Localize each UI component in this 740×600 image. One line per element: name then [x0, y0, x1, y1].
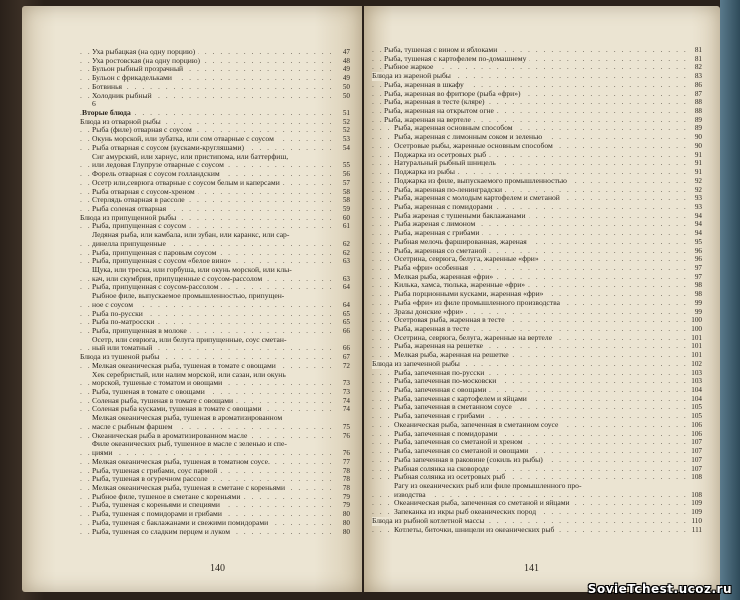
toc-entry-title: Осетрина, севрюга, белуга, жаренные на вертеле	[394, 334, 555, 343]
toc-entry-page: 50	[342, 91, 350, 100]
toc-entry-page: 109	[691, 508, 702, 517]
toc-entry-page: 79	[342, 492, 350, 501]
toc-entry-title: Осетр или,севрюга отварные с соусом белым и каперсами	[92, 179, 283, 188]
toc-entry-page: 78	[342, 483, 350, 492]
toc-entry-title: Блюда из запеченной рыбы	[372, 360, 463, 369]
toc-entry-page: 61	[342, 222, 350, 231]
toc-entry-title: Килька, хамса, тюлька, жаренные «фри»	[394, 281, 528, 290]
toc-entry-title: Рыба, жаренная основным способом	[394, 124, 516, 133]
toc-entry-page: 67	[342, 353, 350, 362]
toc-entry-title: Поджарка из осетровых рыб	[394, 151, 489, 160]
toc-entry-title: Бульон с фрикадельками	[92, 74, 175, 83]
toc-entry-page: 63	[342, 274, 350, 283]
toc-entry-page: 50	[342, 82, 350, 91]
toc-entry-title: Котлеты, биточки, шницели из океанических рыб	[394, 526, 557, 535]
toc-entry-title: Холодник рыбный	[92, 92, 155, 101]
toc-entry-page: 66	[342, 344, 350, 353]
toc-entry-page: 83	[694, 72, 702, 81]
toc-entry-title: Хек серебристый, или налим морской, или сазан, или окунь	[92, 371, 289, 380]
toc-entry-page: 63	[342, 257, 350, 266]
toc-entry-title: Окунь морской, или зубатка, или сом отварные с соусом	[92, 135, 277, 144]
toc-entry-page: 47	[342, 48, 350, 56]
toc-entry-title: Рыба (филе) отварная с соусом	[92, 126, 195, 135]
toc-entry-title: Рыба запеченная в раковине (сокиль из рыбы)	[394, 456, 546, 465]
right-page-number: 141	[524, 563, 539, 574]
toc-entry-title: Рыба, припущенная в молоке	[92, 327, 190, 336]
toc-entry-page: 49	[342, 65, 350, 74]
toc-entry-title: Рыба, тушеная со сладким перцем и луком	[92, 528, 233, 537]
toc-entry-page: 62	[342, 248, 350, 257]
left-page-number: 140	[210, 563, 225, 574]
toc-entry-page: 58	[342, 196, 350, 205]
toc-entry-page: 60	[342, 213, 350, 222]
toc-entry-page: 91	[694, 159, 702, 168]
toc-entry-page: 93	[694, 202, 702, 211]
toc-entry-page: 54	[342, 143, 350, 152]
toc-entry-page: 55	[342, 161, 350, 170]
toc-entry-page: 88	[694, 98, 702, 107]
toc-entry-page: 79	[342, 501, 350, 510]
toc-entry-title: Рыба, тушеная с грибами, соус пармой	[92, 467, 220, 476]
toc-entry-title: Мелкая рыба, жаренная на решетке	[394, 351, 512, 360]
toc-entry-page: 107	[691, 464, 702, 473]
toc-entry-title: Рыба, запеченная по-русски	[394, 369, 487, 378]
toc-entry-title: Ботвинья	[92, 83, 125, 92]
toc-entry-title: Рагу из океанических рыб или филе промышленного про-	[394, 482, 585, 491]
right-toc-list	[372, 46, 702, 534]
toc-entry-title: Мелкая океаническая рыба, тушеная в ароматизированном	[92, 414, 285, 423]
toc-entry-page: 72	[342, 361, 350, 370]
toc-entry-page: 107	[691, 455, 702, 464]
toc-entry-title: Рыба, жаренная на вертеле	[384, 116, 474, 125]
toc-entry-title: Запеканка из икры рыб океанических пород	[394, 508, 539, 517]
toc-entry-page: 111	[691, 525, 702, 534]
toc-entry-page: 73	[342, 379, 350, 388]
toc-entry-page: 51	[342, 109, 350, 118]
left-toc-list	[80, 48, 350, 536]
toc-entry-page: 104	[691, 394, 702, 403]
toc-entry-page: 64	[342, 300, 350, 309]
toc-entry-title: Рыба, жаренная на открытом огне	[384, 107, 497, 116]
toc-entry-title: Осетрина, севрюга, белуга, жаренные «фри»	[394, 255, 542, 264]
toc-entry-title: Рыба, запеченная с грибами	[394, 412, 487, 421]
toc-entry	[80, 440, 350, 449]
toc-entry-page: 106	[691, 420, 702, 429]
toc-entry-title: Рыба, запеченная с помидорами	[394, 430, 501, 439]
toc-entry	[80, 92, 350, 101]
toc-entry-page: 100	[691, 325, 702, 333]
toc-entry-page: 88	[694, 107, 702, 116]
toc-entry-title: Рыбное филе, выпускаемое промышленностью, припущен-	[92, 292, 287, 301]
toc-entry-title: Осетр, или севрюга, или белуга припущенные, соус сметан-	[92, 336, 290, 345]
toc-entry-title: Натуральный рыбный шницель	[394, 159, 499, 168]
toc-entry-title: Блюда из жареной рыбы	[372, 72, 454, 81]
left-page	[22, 6, 362, 592]
toc-entry-page: 96	[694, 246, 702, 255]
toc-entry-page: 81	[694, 54, 702, 63]
toc-entry-title: Мелкая океаническая рыба, тушеная в томатном соусе.	[92, 458, 273, 467]
toc-entry-page: 103	[691, 377, 702, 386]
toc-entry-title: Поджарка из филе, выпускаемого промышленностью	[394, 177, 570, 186]
toc-entry-title: Рыба, припущенная с соусом «белое вино»	[92, 257, 234, 266]
toc-entry-title: Рыба, жаренная во фритюре (рыба «фри»)	[384, 90, 524, 99]
toc-entry-page: 66	[342, 327, 350, 335]
toc-entry-page: 107	[691, 447, 702, 456]
toc-entry-title: Рыба жареная с тушеными баклажанами	[394, 212, 529, 221]
toc-entry-title: Мелкая океаническая рыба, тушеная в томате с овощами	[92, 362, 279, 371]
toc-entry-page: 104	[691, 386, 702, 395]
toc-entry-page: 76	[342, 431, 350, 440]
toc-entry-page: 105	[691, 412, 702, 421]
toc-entry-page: 110	[691, 516, 702, 525]
toc-entry-title: Ледяная рыба, или камбала, или зубан, или каранкс, или сар-	[92, 231, 292, 240]
toc-entry-page: 96	[694, 255, 702, 264]
toc-entry-title: Рыба, запеченная в сметанном соусе	[394, 403, 515, 412]
toc-entry-page: 98	[694, 290, 702, 299]
toc-entry-page: 58	[342, 187, 350, 196]
toc-entry-title: изводства	[394, 491, 429, 500]
toc-entry-page: 109	[691, 499, 702, 508]
toc-entry-page: 91	[694, 150, 702, 159]
toc-entry-title: Рыбная мелочь фаршированная, жареная	[394, 238, 530, 247]
toc-entry-title: Рыба, запеченная со сметаной и овощами	[394, 447, 531, 456]
toc-entry-page: 99	[694, 298, 702, 307]
toc-entry-page: 94	[694, 229, 702, 238]
book-cover-edge	[720, 0, 740, 600]
toc-entry-title: Рыба, жаренная по-ленинградски	[394, 186, 505, 195]
toc-entry-title: Рыба отварная с соусом-хреном	[92, 188, 198, 197]
toc-entry-title: Рыба по-русски	[92, 310, 146, 319]
toc-entry-title: морской, тушеные с томатом и овощами	[92, 379, 225, 388]
toc-entry-page: 65	[342, 318, 350, 327]
toc-entry-page: 59	[342, 204, 350, 213]
toc-entry-page: 97	[694, 263, 702, 272]
toc-entry-page: 103	[691, 368, 702, 377]
toc-entry-title: Филе океанических рыб, тушенное в масле с зеленью и спе-	[92, 440, 290, 449]
toc-entry-page: 77	[342, 457, 350, 466]
toc-entry-page: 49	[342, 74, 350, 83]
toc-entry-title: Рыба, тушеная с помидорами и грибами	[92, 510, 225, 519]
toc-entry-title: Рыба, припущенная с паровым соусом	[92, 249, 219, 258]
toc-entry-page: 74	[342, 396, 350, 405]
toc-entry	[80, 528, 350, 537]
toc-entry-page: 99	[694, 307, 702, 316]
toc-entry-title: Рыба, запеченная с овощами	[394, 386, 489, 395]
toc-entry-page: 73	[342, 388, 350, 397]
toc-entry-page: 101	[691, 342, 702, 351]
toc-entry-title: Уха рыбацкая (на одну порцию)	[92, 48, 198, 57]
toc-entry-title: Рыба, жаренная с молодым картофелем и сметаной	[394, 194, 563, 203]
toc-entry-page: 100	[691, 316, 702, 325]
toc-entry-page: 75	[342, 422, 350, 431]
right-page	[364, 6, 720, 592]
toc-entry-title: Рыба, запеченная с картофелем и яйцами	[394, 395, 530, 404]
toc-entry-page: 48	[342, 56, 350, 65]
toc-entry-page: 93	[694, 194, 702, 203]
toc-entry-title: Соленая рыба, тушеная в томате с овощами	[92, 397, 236, 406]
toc-entry-page: 107	[691, 438, 702, 447]
toc-entry-title: Океаническая рыба, запеченная со сметаной и яйцами	[394, 499, 573, 508]
toc-entry-title: Рыба, жаренная в тесте	[394, 325, 472, 334]
toc-entry-title: Вторые блюда	[82, 109, 134, 118]
toc-entry-page: 94	[694, 211, 702, 220]
toc-entry-title: Рыба, тушеная с картофелем по-домашнему	[384, 55, 529, 64]
toc-entry-title: Рыба, жаренная на решетке	[394, 342, 486, 351]
toc-entry-page: 74	[342, 405, 350, 414]
toc-entry-page: 52	[342, 126, 350, 135]
toc-entry-page: 90	[694, 141, 702, 150]
toc-entry-title: Поджарка из рыбы	[394, 168, 458, 177]
toc-entry-page: 62	[342, 239, 350, 248]
watermark: SovieTchest.ucoz.ru	[587, 582, 732, 596]
toc-entry-title: Рыба, тушеная с вином и яблоками	[384, 46, 500, 55]
toc-entry-title: Океаническая рыба в ароматизированном масле	[92, 432, 250, 441]
toc-entry-title: Рыба, жаренная со сметаной	[394, 247, 489, 256]
toc-entry-title: Осетровая рыба, жаренная в тесте	[394, 316, 508, 325]
toc-entry-title: циями	[92, 449, 116, 458]
toc-entry-page: 89	[694, 115, 702, 124]
toc-entry-title: Бульон рыбный прозрачный	[92, 65, 186, 74]
toc-entry-page: 80	[342, 510, 350, 519]
toc-entry-title: динелла припущенные	[92, 240, 169, 249]
toc-entry-page: 95	[694, 237, 702, 246]
toc-entry-page: 102	[691, 359, 702, 368]
toc-entry-page: 56	[342, 170, 350, 179]
toc-entry-page: 89	[694, 124, 702, 133]
toc-entry-page: 101	[691, 351, 702, 360]
toc-entry-page: 108	[691, 490, 702, 499]
toc-entry-title: Рыба, припущенная с соусом-рассолом	[92, 283, 221, 292]
toc-entry-title: Рыба соленая отварная	[92, 205, 169, 214]
toc-entry-page: 57	[342, 178, 350, 187]
toc-entry-title: Соленая рыба кусками, тушеная в томате с овощами	[92, 405, 265, 414]
toc-entry-page: 98	[694, 281, 702, 290]
toc-entry-page: 78	[342, 466, 350, 475]
toc-entry-title: Рыба, жаренная в тесте (кляре)	[384, 98, 488, 107]
toc-entry-page: 108	[691, 473, 702, 482]
toc-entry-title: Океаническая рыба, запеченная в сметанном соусе	[394, 421, 561, 430]
toc-entry	[372, 526, 702, 535]
toc-entry-title: Рыбная солянка на сковороде	[394, 465, 492, 474]
toc-entry-title: Мелкая океаническая рыба, тушеная в сметане с кореньями	[92, 484, 288, 493]
toc-entry-title: Рыба, тушеная в томате с овощами	[92, 388, 208, 397]
toc-entry-title: Сиг амурский, или харнус, или пристипома, или баттерфиш,	[92, 153, 291, 162]
toc-entry-title: Зразы донские «фри»	[394, 308, 466, 317]
toc-entry-page: 76	[342, 449, 350, 458]
toc-entry-page: 92	[694, 176, 702, 185]
toc-entry-page: 90	[694, 133, 702, 142]
toc-entry-page: 101	[691, 333, 702, 342]
toc-entry-title: масле с рыбным фаршем	[92, 423, 176, 432]
toc-entry-title: Рыба порционными кусками, жаренная «фри»	[394, 290, 546, 299]
toc-entry-page: 64	[342, 283, 350, 292]
toc-entry-title: Рыбное жаркое	[384, 63, 436, 72]
toc-entry-title: Рыба, жаренная с грибами	[394, 229, 482, 238]
toc-entry-title: Рыба, тушеная с кореньями и специями	[92, 501, 223, 510]
toc-entry-title: ное с соусом	[92, 301, 136, 310]
toc-entry-page: 87	[694, 89, 702, 98]
toc-entry-title: Форель отварная с соусом голландским	[92, 170, 223, 179]
toc-entry-page: 65	[342, 309, 350, 318]
toc-entry-title: Блюда из рыбной котлетной массы	[372, 517, 487, 526]
toc-entry-page: 52	[342, 117, 350, 126]
toc-entry-page: 105	[691, 403, 702, 412]
toc-entry-title: 6	[92, 100, 99, 109]
toc-entry-page: 81	[694, 46, 702, 54]
toc-entry-page: 53	[342, 135, 350, 144]
toc-entry-title: Рыба «фри» особенная	[394, 264, 471, 273]
toc-entry-title: кач, или скумбрия, припущенные с соусом-рассолом	[92, 275, 265, 284]
toc-entry-title: Рыба, припущенная с соусом	[92, 222, 189, 231]
toc-entry-title: Рыба, жаренная с лимонным соком и зеленью	[394, 133, 545, 142]
toc-entry-title: Рыбное филе, тушеное в сметане с кореньями	[92, 493, 243, 502]
toc-entry-title: Стерлядь отварная в рассоле	[92, 196, 188, 205]
toc-entry-page: 106	[691, 429, 702, 438]
toc-entry-title: Рыба отварная с соусом (кусками-кругляшами)	[92, 144, 247, 153]
toc-entry-page: 80	[342, 518, 350, 527]
toc-entry-title: Рыба «фри» из филе промышленного производства	[394, 299, 563, 308]
toc-entry-title: Рыба жареная с лимоном	[394, 220, 478, 229]
toc-entry-title: Рыба, тушеная в огуречном рассоле	[92, 475, 211, 484]
toc-entry-title: Щука, или треска, или горбуша, или окунь морской, или клы-	[92, 266, 295, 275]
toc-entry-title: или ледовая Глупрузе отварные с соусом	[92, 161, 227, 170]
toc-entry-page: 91	[694, 168, 702, 177]
toc-entry-title: Рыба, жаренная в шкафу	[384, 81, 467, 90]
toc-entry-title: Рыба, запеченная по-московски	[394, 377, 499, 386]
toc-entry-title: Блюда из припущенной рыбы	[80, 214, 179, 223]
toc-entry-page: 86	[694, 80, 702, 89]
toc-entry-title: ный или томатный	[92, 344, 155, 353]
toc-entry-title: Рыба, жаренная с помидорами	[394, 203, 496, 212]
toc-entry-page: 92	[694, 185, 702, 194]
toc-entry-page: 94	[694, 220, 702, 229]
toc-entry-page: 78	[342, 475, 350, 484]
toc-entry-title: Рыбная солянка из осетровых рыб	[394, 473, 508, 482]
toc-entry-title: Рыба по-матросски	[92, 318, 157, 327]
toc-entry-page: 97	[694, 272, 702, 281]
toc-entry-title: Блюда из тушеной рыбы	[80, 353, 162, 362]
toc-entry-page: 80	[342, 527, 350, 536]
toc-entry-title: Блюда из отварной рыбы	[80, 118, 164, 127]
toc-entry-title: Осетровые рыбы, жаренные основным способом	[394, 142, 556, 151]
toc-entry-title: Рыба, запеченная со сметаной и хреном	[394, 438, 526, 447]
toc-entry-title: Мелкая рыба, жаренная «фри»	[394, 273, 496, 282]
toc-entry-title: Уха ростовская (на одну порцию)	[92, 57, 203, 66]
toc-entry-title: Рыба, тушеная с баклажанами и свежими помидорами	[92, 519, 271, 528]
toc-entry-page: 82	[694, 63, 702, 72]
